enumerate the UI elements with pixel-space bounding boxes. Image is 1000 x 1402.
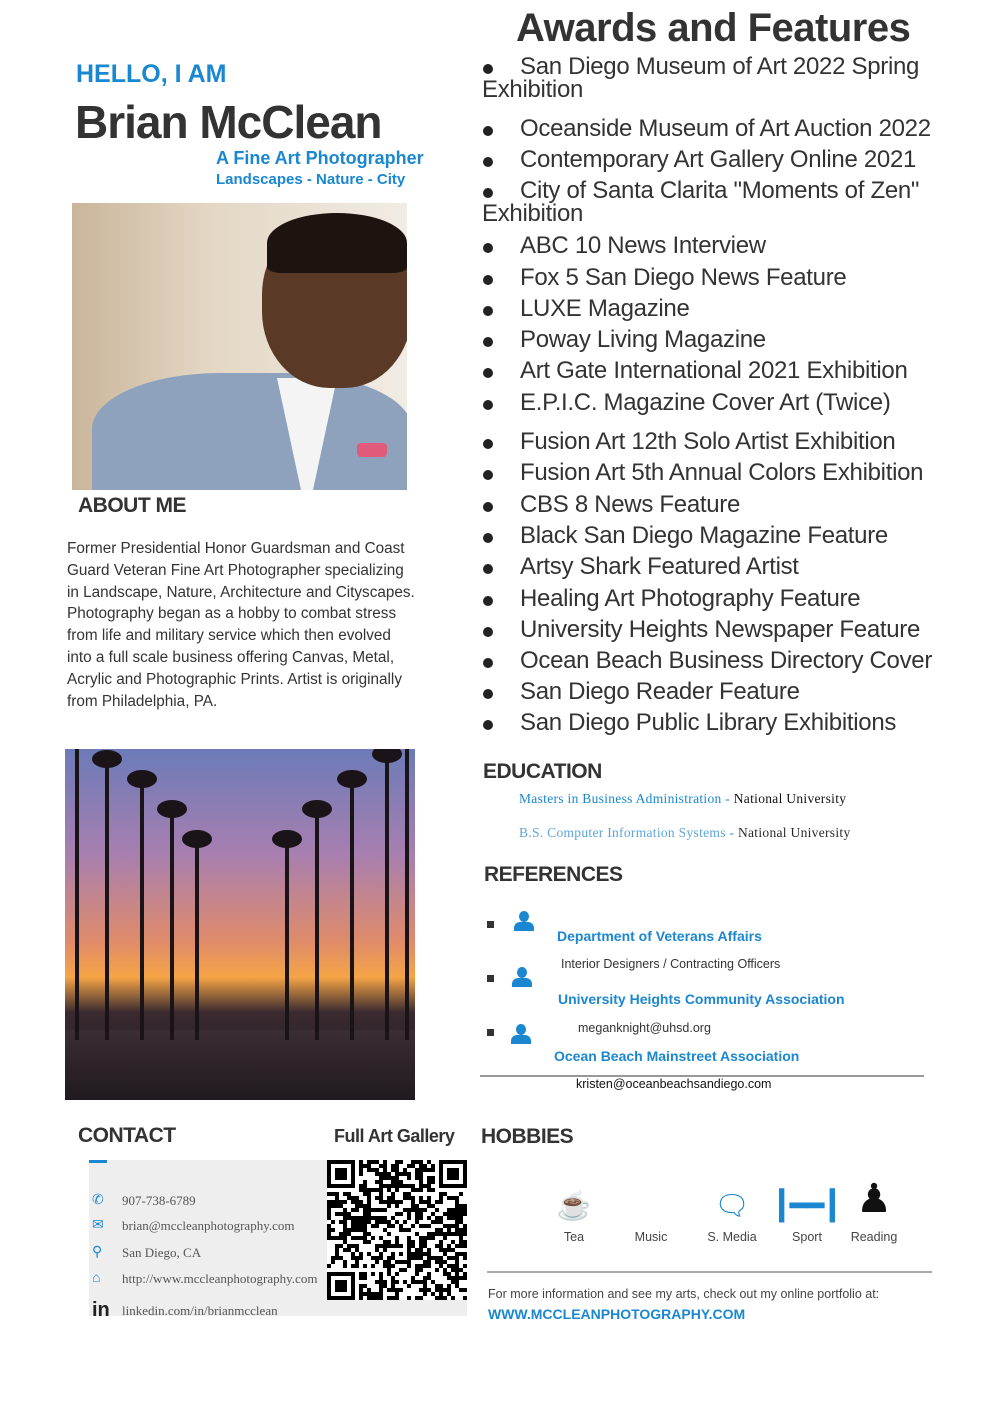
qr-code[interactable] (327, 1160, 467, 1300)
degree: B.S. Computer Information Systems (519, 825, 726, 840)
palm-tree (405, 749, 409, 1040)
person-icon (514, 911, 534, 933)
hobby-label: S. Media (707, 1230, 757, 1244)
palm-tree (195, 840, 199, 1040)
award-item: Fusion Art 5th Annual Colors Exhibition (482, 461, 952, 484)
bullet (487, 921, 494, 928)
award-item: Ocean Beach Business Directory Cover (482, 649, 952, 672)
hobby-reading (834, 1170, 914, 1244)
palm-tree (350, 780, 354, 1040)
website-text: http://www.mccleanphotography.com (122, 1271, 318, 1286)
education-item: B.S. Computer Information Systems - National University (519, 825, 851, 840)
about-text: Former Presidential Honor Guardsman and Coast Guard Veteran Fine Art Photographer specializing in Landscape, Nature, Architecture and Cityscapes. Photography began as a hobby to combat stress from life and military service which then evolved into a full scale business offering Canvas, Metal, Acrylic and Photographic Prints. Artist is originally from Philadelphia, PA. (67, 540, 415, 710)
phone-text: 907-738-6789 (122, 1192, 196, 1208)
contact-heading: CONTACT (78, 1124, 176, 1147)
divider (487, 1271, 932, 1273)
map-pin-icon: ⚲ (92, 1245, 103, 1260)
award-item: CBS 8 News Feature (482, 493, 952, 516)
home-icon: ⌂ (92, 1271, 101, 1286)
palm-tree (385, 755, 389, 1040)
specialties: Landscapes - Nature - City (216, 171, 406, 188)
portfolio-link[interactable]: WWW.MCCLEANPHOTOGRAPHY.COM (488, 1306, 746, 1322)
school: National University (737, 825, 851, 840)
contact-phone[interactable] (89, 1192, 196, 1209)
award-item: University Heights Newspaper Feature (482, 618, 952, 641)
award-item: Fusion Art 12th Solo Artist Exhibition (482, 430, 952, 453)
reference-email[interactable]: meganknight@uhsd.org (578, 1021, 711, 1035)
reference-email[interactable]: kristen@oceanbeachsandiego.com (576, 1077, 772, 1091)
award-item: Artsy Shark Featured Artist (482, 555, 952, 578)
hobby-label: Tea (563, 1230, 585, 1244)
contact-website[interactable] (89, 1271, 317, 1287)
awards-heading: Awards and Features (516, 6, 911, 50)
hobby-label: Music (634, 1230, 668, 1244)
email-text: brian@mccleanphotography.com (122, 1217, 295, 1233)
phone-icon: ✆ (92, 1193, 104, 1208)
palm-tree (105, 760, 109, 1040)
contact-location (89, 1244, 201, 1261)
award-item: LUXE Magazine (482, 297, 952, 320)
person-icon (512, 967, 532, 989)
references-heading: REFERENCES (484, 863, 623, 886)
dumbbell-icon: ┃━━┃ (773, 1190, 841, 1221)
education-item: Masters in Business Administration - National University (519, 791, 847, 806)
palm-tree (285, 840, 289, 1040)
street-sunset-photo (65, 749, 415, 1100)
tagline: A Fine Art Photographer (216, 148, 424, 168)
award-item: Contemporary Art Gallery Online 2021 (482, 148, 952, 171)
palm-tree (75, 749, 79, 1040)
award-item: Oceanside Museum of Art Auction 2022 (482, 117, 952, 140)
about-heading: ABOUT ME (78, 494, 186, 517)
hobby-label: Reading (850, 1230, 898, 1244)
award-item: Poway Living Magazine (482, 328, 952, 351)
palm-frond (337, 770, 367, 788)
hobby-social-media (692, 1170, 772, 1244)
award-item: San Diego Public Library Exhibitions (482, 711, 952, 734)
gallery-heading: Full Art Gallery (334, 1126, 455, 1146)
envelope-icon: ✉ (92, 1218, 104, 1233)
hobby-tea (534, 1170, 614, 1244)
reference-org: Ocean Beach Mainstreet Association (554, 1048, 800, 1064)
reading-person-icon: ♟ (856, 1177, 892, 1221)
reference-org: University Heights Community Association (558, 991, 845, 1007)
location-text: San Diego, CA (122, 1244, 202, 1260)
reference-detail: Interior Designers / Contracting Officers (561, 957, 781, 971)
palm-frond (182, 830, 212, 848)
award-item: Healing Art Photography Feature (482, 587, 952, 610)
tea-cup-icon: ☕ (556, 1190, 592, 1221)
chat-bubbles-icon: 🗨 (714, 1190, 750, 1221)
award-item: Art Gate International 2021 Exhibition (482, 359, 952, 382)
award-item: San Diego Reader Feature (482, 680, 952, 703)
award-item: ABC 10 News Interview (482, 234, 952, 257)
hello-label: HELLO, I AM (76, 60, 227, 88)
award-item: City of Santa Clarita "Moments of Zen" Exhibition (482, 179, 952, 225)
degree: Masters in Business Administration (519, 791, 722, 806)
award-item: E.P.I.C. Magazine Cover Art (Twice) (482, 391, 952, 414)
reference-org: Department of Veterans Affairs (557, 928, 762, 944)
award-item: San Diego Museum of Art 2022 Spring Exhibition (482, 55, 952, 101)
palm-tree (170, 810, 174, 1040)
award-item: Fox 5 San Diego News Feature (482, 266, 952, 289)
palm-frond (302, 800, 332, 818)
education-heading: EDUCATION (483, 760, 602, 783)
name-title: Brian McClean (75, 96, 382, 148)
linkedin-icon: in (92, 1299, 110, 1321)
person-icon (511, 1024, 531, 1046)
contact-linkedin[interactable] (89, 1299, 278, 1322)
bullet (487, 1029, 494, 1036)
contact-email[interactable] (89, 1217, 295, 1234)
palm-tree (315, 810, 319, 1040)
music-icon (611, 1170, 691, 1230)
palm-frond (127, 770, 157, 788)
hobby-music (611, 1170, 691, 1244)
linkedin-text: linkedin.com/in/brianmcclean (122, 1302, 278, 1318)
portrait-photo (72, 203, 407, 490)
palm-frond (92, 750, 122, 768)
school: National University (733, 791, 847, 806)
hobbies-heading: HOBBIES (481, 1125, 574, 1148)
palm-frond (372, 749, 402, 763)
palm-frond (157, 800, 187, 818)
palm-tree (140, 780, 144, 1040)
award-item: Black San Diego Magazine Feature (482, 524, 952, 547)
bullet (487, 975, 494, 982)
palm-frond (272, 830, 302, 848)
footer-text: For more information and see my arts, check out my online portfolio at: (488, 1287, 880, 1301)
hobby-label: Sport (792, 1230, 822, 1244)
